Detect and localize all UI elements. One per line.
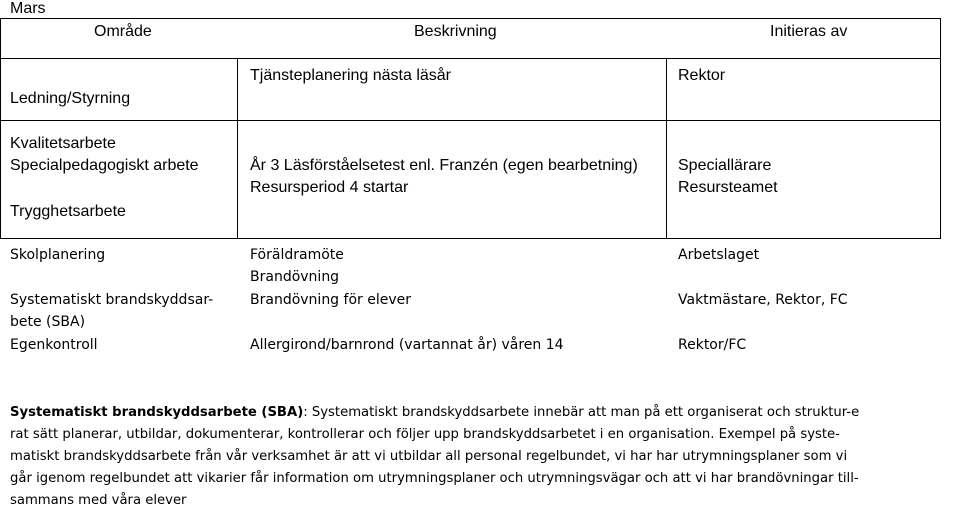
lower-row5-area: Egenkontroll xyxy=(10,337,98,353)
table-top-border xyxy=(0,18,941,19)
row2-initiated-by-line1: Speciallärare xyxy=(678,157,772,174)
lower-row5-initiated-by: Rektor/FC xyxy=(678,337,747,353)
lower-row3-description: Brandövning för elever xyxy=(250,292,411,308)
column-divider-1 xyxy=(237,58,238,239)
column-header-area: Område xyxy=(94,23,152,40)
row-divider-1 xyxy=(0,58,941,59)
table-right-border xyxy=(940,18,941,239)
sba-note-line1: : Systematiskt brandskyddsarbete innebär att man på ett organiserat och struktur-e xyxy=(303,405,860,420)
column-header-description: Beskrivning xyxy=(414,23,497,40)
row1-initiated-by: Rektor xyxy=(678,67,726,84)
sba-note-line2: rat sätt planerar, utbildar, dokumenterar, kontrollerar och följer upp brandskyddsarbetet i en organisation. Exempel på syste- xyxy=(10,427,840,442)
sba-note-term: Systematiskt brandskyddsarbete (SBA) xyxy=(10,405,304,420)
lower-row4-area: bete (SBA) xyxy=(10,314,86,330)
row2-description-line1: År 3 Läsförståelsetest enl. Franzén (egen bearbetning) xyxy=(250,157,638,174)
lower-row1-area: Skolplanering xyxy=(10,247,106,263)
row2-area-line4: Trygghetsarbete xyxy=(10,203,126,220)
sba-note-line4: går igenom regelbundet att vikarier får information om utrymningsplaner och utrymningsvägar och att vi har brandövningar till- xyxy=(10,471,859,486)
table-bottom-border xyxy=(0,238,941,239)
row2-description-line2: Resursperiod 4 startar xyxy=(250,179,409,196)
table-left-border xyxy=(0,18,1,239)
row2-initiated-by-line2: Resursteamet xyxy=(678,179,778,196)
lower-row1-initiated-by: Arbetslaget xyxy=(678,247,760,263)
column-divider-2 xyxy=(666,58,667,239)
sba-note xyxy=(10,402,940,512)
row-divider-2 xyxy=(0,120,941,121)
column-header-initiated-by: Initieras av xyxy=(770,23,848,40)
row1-area: Ledning/Styrning xyxy=(10,90,131,107)
row1-description: Tjänsteplanering nästa läsår xyxy=(250,67,452,84)
lower-row2-description: Brandövning xyxy=(250,269,340,285)
row2-area-line1: Kvalitetsarbete xyxy=(10,135,116,152)
lower-row5-description: Allergirond/barnrond (vartannat år) våren 14 xyxy=(250,337,564,353)
month-title: Mars xyxy=(10,0,46,17)
lower-row3-initiated-by: Vaktmästare, Rektor, FC xyxy=(678,292,848,308)
row2-area-line2: Specialpedagogiskt arbete xyxy=(10,157,199,174)
sba-note-line5: sammans med våra elever xyxy=(10,493,187,508)
sba-note-line3: matiskt brandskyddsarbete från vår verksamhet är att vi utbildar all personal regelbundet, vi har har utrymningsplaner som vi xyxy=(10,449,848,464)
lower-row1-description: Föräldramöte xyxy=(250,247,344,263)
lower-row3-area: Systematiskt brandskyddsar- xyxy=(10,292,214,308)
